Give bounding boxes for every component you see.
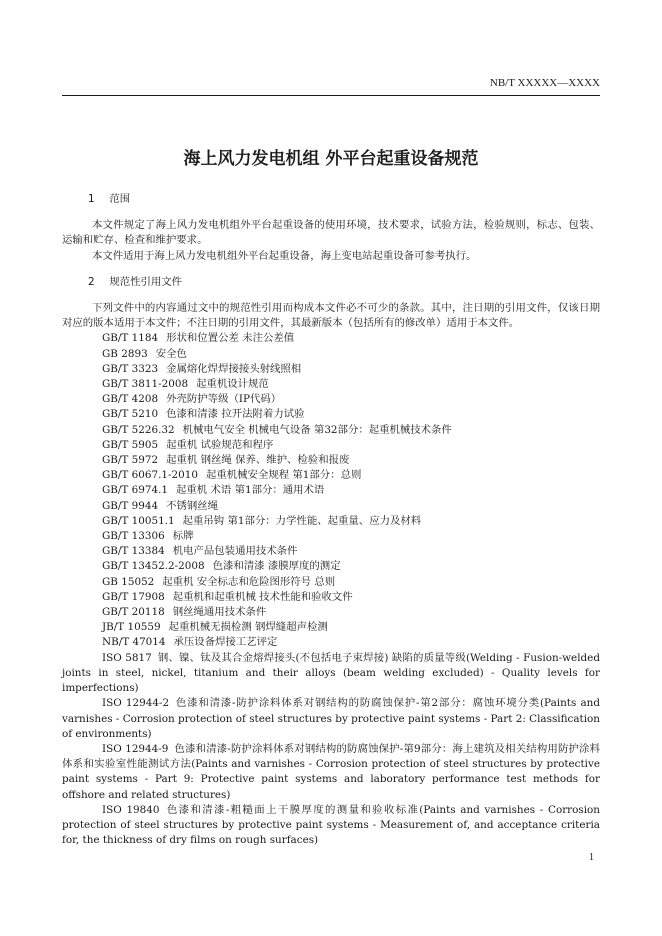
reference-item: [102, 529, 600, 544]
reference-item: [102, 468, 600, 483]
reference-item: [102, 407, 600, 422]
section-number: 2: [88, 275, 95, 288]
reference-item: [102, 605, 600, 620]
reference-title: 形状和位置公差 未注公差值: [166, 332, 295, 345]
reference-item: [102, 423, 600, 438]
reference-code: GB/T 13452.2-2008: [102, 560, 205, 573]
reference-code: ISO 5817: [102, 651, 152, 664]
reference-item: [102, 347, 600, 362]
refs-intro-paragraph: 下列文件中的内容通过文中的规范性引用而构成本文件必不可少的条款。其中，注日期的引用文件，仅该日期对应的版本适用于本文件；不注日期的引用文件，其最新版本（包括所有的修改单）适用于本文件。: [62, 302, 600, 330]
reference-title: 色漆和清漆-防护涂料体系对钢结构的防腐蚀保护-第2部分：腐蚀环境分类(Paints and varnishes - Corrosion protection of steel structures by protective paint systems - Part 2: Classification of environments): [62, 697, 600, 740]
reference-item: [102, 438, 600, 453]
reference-title: 不锈钢丝绳: [166, 499, 219, 512]
document-body: [62, 192, 600, 848]
reference-code: GB/T 3811-2008: [102, 378, 189, 391]
reference-title: 安全色: [155, 347, 187, 360]
reference-title: 起重机 术语 第1部分：通用术语: [176, 484, 325, 497]
reference-code: GB/T 5905: [102, 438, 159, 451]
scope-paragraph-1: 本文件规定了海上风力发电机组外平台起重设备的使用环境，技术要求，试验方法，检验规则，标志、包装、运输和贮存、检查和维护要求。: [62, 219, 600, 247]
reference-title: 色漆和清漆 拉开法附着力试验: [166, 408, 305, 421]
reference-item-long: [62, 651, 600, 697]
reference-title: 起重机 钢丝绳 保养、维护、检验和报废: [166, 454, 350, 467]
reference-code: ISO 12944-9: [102, 742, 169, 755]
reference-code: GB/T 20118: [102, 606, 165, 619]
reference-title: 钢、镍、钛及其合金熔焊接头(不包括电子束焊接) 缺陷的质量等级(Welding - Fusion-welded joints in steel, nickel, titanium and their alloys (beam welding excluded) - Quality levels for imperfections): [62, 651, 600, 695]
reference-code: GB/T 10051.1: [102, 514, 175, 527]
reference-item: [102, 453, 600, 468]
reference-code: GB/T 9944: [102, 499, 159, 512]
reference-code: JB/T 10559: [102, 621, 161, 634]
standard-code: NB/T XXXXX—XXXX: [489, 77, 600, 89]
reference-item-long: [62, 742, 600, 803]
reference-title: 机械电气安全 机械电气设备 第32部分：起重机械技术条件: [182, 423, 452, 436]
reference-title: 起重机设计规范: [196, 378, 269, 391]
reference-title: 钢丝绳通用技术条件: [172, 606, 267, 619]
reference-list-long: [62, 651, 600, 849]
reference-title: 起重机 安全标志和危险图形符号 总则: [162, 575, 336, 588]
reference-title: 起重机 试验规范和程序: [166, 438, 274, 451]
header-rule: [62, 95, 600, 96]
reference-item: [102, 514, 600, 529]
reference-code: GB/T 13384: [102, 545, 165, 558]
page-number: 1: [589, 852, 594, 863]
page-title: 海上风力发电机组 外平台起重设备规范: [183, 149, 479, 169]
reference-list: [92, 331, 600, 650]
reference-title: 标牌: [172, 530, 194, 543]
section-heading-normative-refs: [88, 275, 600, 290]
reference-item: [102, 635, 600, 650]
reference-item: [102, 544, 600, 559]
reference-code: GB/T 6067.1-2010: [102, 469, 198, 482]
reference-item: [102, 590, 600, 605]
reference-item: [102, 362, 600, 377]
reference-code: GB/T 17908: [102, 590, 165, 603]
reference-code: NB/T 47014: [102, 636, 166, 649]
reference-item: [102, 620, 600, 635]
reference-item: [102, 483, 600, 498]
reference-code: GB 2893: [102, 347, 148, 360]
reference-item: [102, 377, 600, 392]
reference-title: 机电产品包装通用技术条件: [172, 545, 298, 558]
reference-title: 金属熔化焊焊接接头射线照相: [166, 362, 302, 375]
reference-code: GB 15052: [102, 575, 155, 588]
reference-title: 起重机械无损检测 钢焊缝超声检测: [168, 621, 328, 634]
scope-paragraph-2: 本文件适用于海上风力发电机组外平台起重设备，海上变电站起重设备可参考执行。: [92, 249, 477, 262]
reference-code: GB/T 13306: [102, 530, 165, 543]
reference-item: [102, 499, 600, 514]
reference-item: [102, 392, 600, 407]
section-heading-scope: [88, 192, 600, 207]
reference-code: ISO 19840: [102, 803, 160, 816]
reference-code: GB/T 5226.32: [102, 423, 175, 436]
reference-title: 色漆和清漆-防护涂料体系对钢结构的防腐蚀保护-第9部分：海上建筑及相关结构用防护涂料体系和实验室性能测试方法(Paints and varnishes - Corrosion protection of steel structures by protective paint systems - Part 9: Protective paint systems and laboratory performance test methods for offshore and related structures): [62, 742, 600, 801]
reference-item: [102, 575, 600, 590]
reference-title: 起重机械安全规程 第1部分：总则: [205, 469, 362, 482]
reference-code: ISO 12944-2: [102, 697, 170, 710]
reference-code: GB/T 4208: [102, 393, 159, 406]
reference-code: GB/T 6974.1: [102, 484, 169, 497]
reference-item-long: [62, 696, 600, 742]
reference-title: 起重机和起重机械 技术性能和验收文件: [172, 590, 353, 603]
reference-code: GB/T 1184: [102, 332, 159, 345]
section-title: 范围: [109, 193, 131, 205]
reference-title: 色漆和清漆 漆膜厚度的测定: [212, 560, 341, 573]
reference-code: GB/T 3323: [102, 362, 159, 375]
reference-title: 色漆和清漆-粗糙面上干膜厚度的测量和验收标准(Paints and varnishes - Corrosion protection of steel structures by protective paint systems - Measurement of, and acceptance criteria for, the thickness of dry films on rough surfaces): [62, 803, 600, 847]
section-number: 1: [88, 193, 95, 205]
reference-code: GB/T 5210: [102, 408, 159, 421]
reference-item: [102, 559, 600, 574]
reference-title: 起重吊钩 第1部分：力学性能、起重量、应力及材料: [182, 514, 422, 527]
reference-item: [102, 331, 600, 346]
reference-item-long: [62, 803, 600, 849]
reference-title: 外壳防护等级（IP代码）: [166, 393, 282, 406]
section-title: 规范性引用文件: [109, 275, 183, 288]
reference-code: GB/T 5972: [102, 454, 159, 467]
reference-title: 承压设备焊接工艺评定: [173, 636, 278, 649]
